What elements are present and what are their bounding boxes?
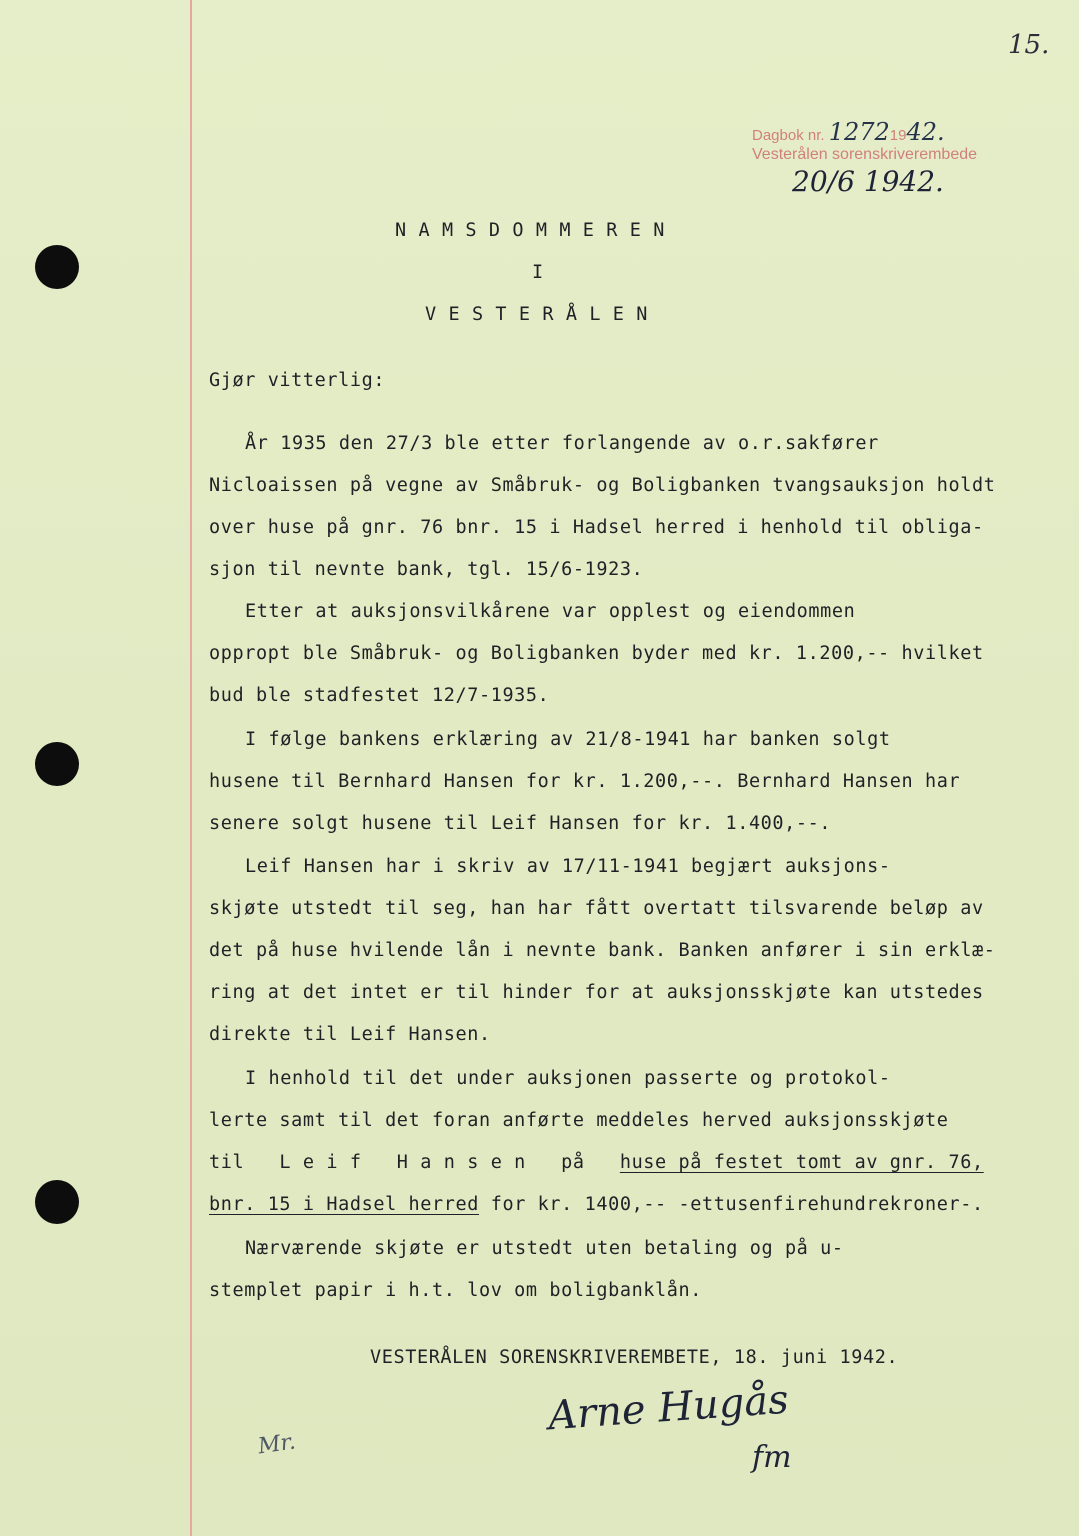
property-underlined: huse på festet tomt av gnr. 76, bbox=[619, 1152, 984, 1173]
signature-sub: fm bbox=[752, 1440, 792, 1475]
body-line: År 1935 den 27/3 ble etter forlangende av o.r.sakfører bbox=[245, 433, 879, 454]
salutation: Gjør vitterlig: bbox=[209, 370, 386, 391]
stamp-year: 42. bbox=[906, 118, 945, 146]
punch-hole bbox=[35, 245, 79, 289]
punch-hole bbox=[35, 742, 79, 786]
body-line: Leif Hansen har i skriv av 17/11-1941 begjært auksjons- bbox=[245, 856, 891, 877]
body-line: direkte til Leif Hansen. bbox=[209, 1024, 491, 1045]
heading-line: N A M S D O M M E R E N bbox=[395, 220, 665, 241]
body-line: senere solgt husene til Leif Hansen for kr. 1.400,--. bbox=[209, 813, 832, 834]
body-line: stemplet papir i h.t. lov om boligbanklån. bbox=[209, 1280, 702, 1301]
signature: Arne Hugås bbox=[546, 1376, 791, 1440]
stamp-number: 1272 bbox=[828, 118, 890, 146]
margin-rule bbox=[190, 0, 192, 1536]
body-line: lerte samt til det foran anførte meddeles herved auksjonsskjøte bbox=[209, 1110, 949, 1131]
grantee-text: til L e i f H a n s e n på bbox=[209, 1152, 620, 1173]
body-line: husene til Bernhard Hansen for kr. 1.200,--. Bernhard Hansen har bbox=[209, 771, 961, 792]
body-line: over huse på gnr. 76 bnr. 15 i Hadsel herred i henhold til obliga- bbox=[209, 517, 984, 538]
stamp-year-prefix: 19 bbox=[889, 127, 907, 144]
body-line: Nærværende skjøte er utstedt uten betaling og på u- bbox=[245, 1238, 844, 1259]
stamp-label: Dagbok nr. bbox=[752, 127, 825, 144]
body-line: oppropt ble Småbruk- og Boligbanken byder med kr. 1.200,-- hvilket bbox=[209, 643, 984, 664]
heading-line: V E S T E R Å L E N bbox=[425, 304, 649, 325]
stamp-date: 20/6 1942. bbox=[792, 165, 944, 198]
body-line: skjøte utstedt til seg, han har fått overtatt tilsvarende beløp av bbox=[209, 898, 984, 919]
body-line: Etter at auksjonsvilkårene var opplest og eiendommen bbox=[245, 601, 856, 622]
diary-stamp bbox=[752, 118, 945, 146]
body-line: bud ble stadfestet 12/7-1935. bbox=[209, 685, 550, 706]
body-line: I henhold til det under auksjonen passerte og protokol- bbox=[245, 1068, 891, 1089]
margin-initials: Mr. bbox=[256, 1429, 298, 1460]
body-line: I følge bankens erklæring av 21/8-1941 har banken solgt bbox=[245, 729, 891, 750]
heading-line: I bbox=[532, 262, 544, 283]
punch-hole bbox=[35, 1180, 79, 1224]
closing-line: VESTERÅLEN SORENSKRIVEREMBETE, 18. juni 1942. bbox=[370, 1347, 899, 1368]
price-text: for kr. 1400,-- -ettusenfirehundrekroner-. bbox=[478, 1194, 984, 1215]
body-line: Nicloaissen på vegne av Småbruk- og Boligbanken tvangsauksjon holdt bbox=[209, 475, 996, 496]
property-underlined: bnr. 15 i Hadsel herred bbox=[209, 1194, 479, 1215]
page-number: 15. bbox=[1008, 30, 1050, 60]
body-line: det på huse hvilende lån i nevnte bank. Banken anfører i sin erklæ- bbox=[209, 940, 996, 961]
body-line: ring at det intet er til hinder for at auksjonsskjøte kan utstedes bbox=[209, 982, 984, 1003]
body-line bbox=[209, 1152, 984, 1174]
stamp-office: Vesterålen sorenskriverembede bbox=[752, 146, 978, 163]
body-line: sjon til nevnte bank, tgl. 15/6-1923. bbox=[209, 559, 644, 580]
body-line bbox=[209, 1194, 984, 1216]
